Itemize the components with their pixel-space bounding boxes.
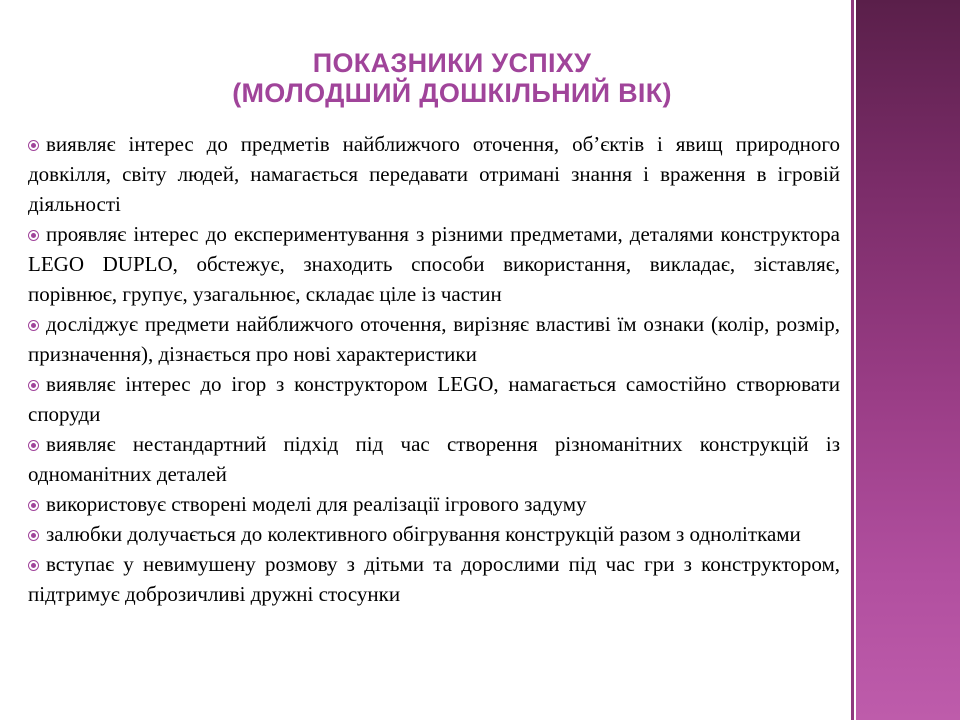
accent-sidebar [856, 0, 960, 720]
list-item-text: виявляє інтерес до ігор з конструктором LEGO, намагається самостійно створювати споруди [28, 372, 840, 426]
circle-dot-icon [28, 140, 39, 151]
list-item [28, 549, 840, 609]
list-item-text: використовує створені моделі для реалізації ігрового задуму [46, 492, 587, 516]
list-item [28, 519, 840, 549]
bullet-list [28, 129, 840, 609]
list-item [28, 369, 840, 429]
list-item-text: вступає у невимушену розмову з дітьми та дорослими під час гри з конструктором, підтримує доброзичливі дружні стосунки [28, 552, 840, 606]
list-item-text: виявляє інтерес до предметів найближчого оточення, об’єктів і явищ природного довкілля, світу людей, намагається передавати отримані знання і враження в ігровій діяльності [28, 132, 840, 216]
list-item-text: виявляє нестандартний підхід під час створення різноманітних конструкцій із одноманітних деталей [28, 432, 840, 486]
title-line-2: (МОЛОДШИЙ ДОШКІЛЬНИЙ ВІК) [232, 78, 672, 108]
circle-dot-icon [28, 380, 39, 391]
title-line-1: ПОКАЗНИКИ УСПІХУ [312, 48, 592, 78]
accent-divider [851, 0, 854, 720]
circle-dot-icon [28, 320, 39, 331]
list-item-text: досліджує предмети найближчого оточення, вирізняє властиві їм ознаки (колір, розмір, призначення), дізнається про нові характеристики [28, 312, 840, 366]
circle-dot-icon [28, 440, 39, 451]
list-item-text: залюбки долучається до колективного обігрування конструкцій разом з однолітками [46, 522, 801, 546]
list-item [28, 219, 840, 309]
slide-title [0, 48, 904, 108]
list-item [28, 429, 840, 489]
circle-dot-icon [28, 500, 39, 511]
circle-dot-icon [28, 530, 39, 541]
circle-dot-icon [28, 560, 39, 571]
list-item [28, 489, 840, 519]
list-item [28, 309, 840, 369]
list-item-text: проявляє інтерес до експериментування з різними предметами, деталями конструктора LEGO DUPLO, обстежує, знаходить способи використання, викладає, зіставляє, порівнює, групує, узагальнює, складає ціле із частин [28, 222, 840, 306]
circle-dot-icon [28, 230, 39, 241]
list-item [28, 129, 840, 219]
